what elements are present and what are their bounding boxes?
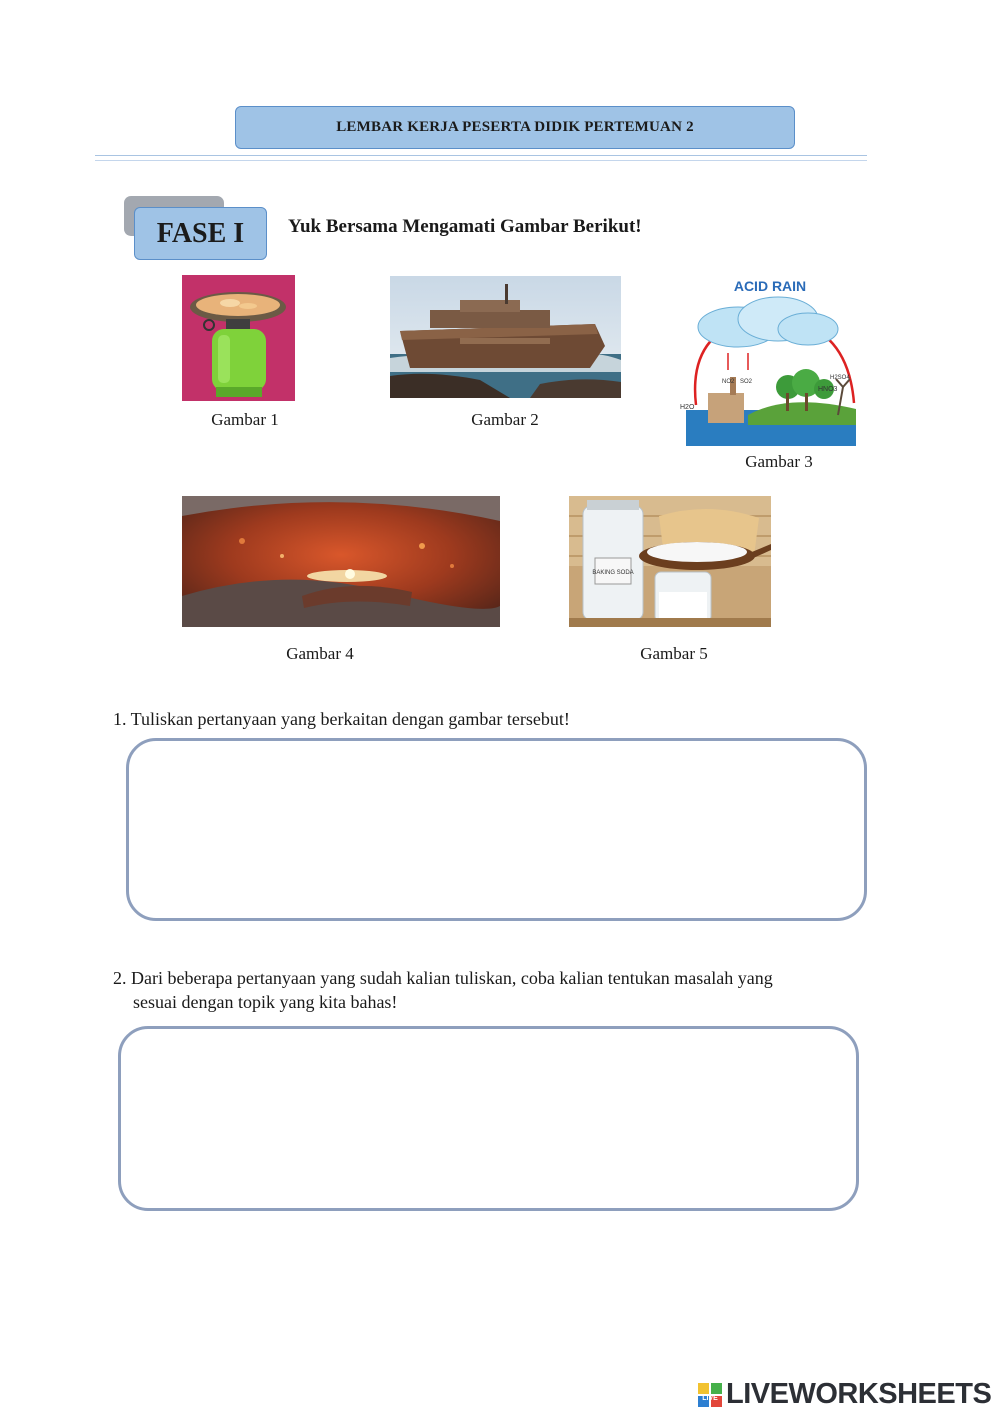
- question-2-line-2: sesuai dengan topik yang kita bahas!: [133, 992, 398, 1012]
- jar-label: BAKING SODA: [592, 570, 634, 576]
- answer-box-2[interactable]: [118, 1026, 859, 1211]
- rusty-ship-photo: [390, 276, 621, 398]
- liveworksheets-brand: LIVEWORKSHEETS: [726, 1378, 992, 1410]
- phase-label: FASE I: [156, 217, 245, 249]
- liveworksheets-mark-text: LIVE: [702, 1394, 718, 1402]
- liveworksheets-logo[interactable]: [698, 1378, 991, 1411]
- diagram-label-h2so4: H2SO4: [830, 375, 850, 381]
- image-caption: Gambar 3: [745, 452, 813, 471]
- image-caption: Gambar 2: [471, 410, 539, 429]
- answer-box-1[interactable]: [126, 738, 867, 921]
- diagram-label-so2: SO2: [740, 379, 753, 385]
- header-divider-thin: [95, 160, 867, 161]
- question-2-line-1: 2. Dari beberapa pertanyaan yang sudah kalian tuliskan, coba kalian tentukan masalah yang: [113, 968, 773, 988]
- diagram-title: ACID RAIN: [733, 278, 807, 294]
- phase-badge: [134, 207, 267, 260]
- diagram-label-no2: NO2: [722, 379, 735, 385]
- worksheet-title: LEMBAR KERJA PESERTA DIDIK PERTEMUAN 2: [336, 119, 694, 135]
- answer-input-1[interactable]: [129, 741, 864, 918]
- question-1: 1. Tuliskan pertanyaan yang berkaitan dengan gambar tersebut!: [113, 709, 570, 729]
- image-caption: Gambar 5: [640, 644, 708, 663]
- diagram-label-h2o: H2O: [680, 404, 695, 411]
- phase-heading: Yuk Bersama Mengamati Gambar Berikut!: [288, 216, 642, 237]
- image-caption: Gambar 1: [211, 410, 279, 429]
- baking-soda-photo: [569, 496, 771, 627]
- gas-stove-photo: [182, 275, 295, 401]
- image-caption: Gambar 4: [286, 644, 354, 663]
- rusty-metal-photo: [182, 496, 500, 627]
- worksheet-title-banner: [235, 106, 795, 149]
- acid-rain-diagram: [678, 275, 862, 449]
- header-divider: [95, 155, 867, 156]
- liveworksheets-mark-icon: [698, 1383, 722, 1407]
- diagram-label-hno3: HNO3: [818, 386, 838, 393]
- answer-input-2[interactable]: [121, 1029, 856, 1208]
